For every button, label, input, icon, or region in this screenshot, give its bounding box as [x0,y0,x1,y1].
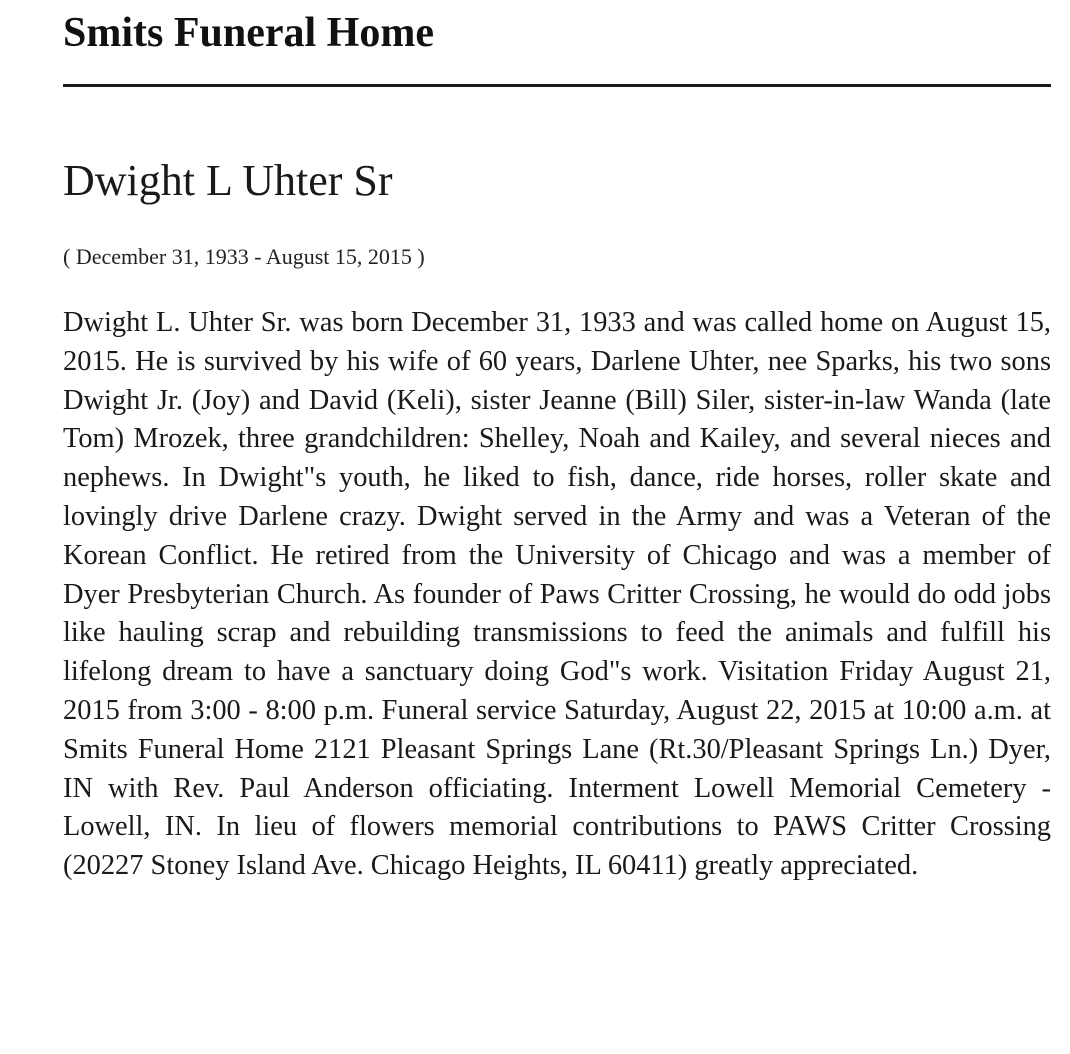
obituary-name: Dwight L Uhter Sr [63,156,393,205]
obituary-text: Dwight L. Uhter Sr. was born December 31, 1933 and was called home on August 15, 2015. He is survived by his wife of 60 years, Darlene Uhter, nee Sparks, his two sons Dwight Jr. (Joy) and David (Keli), sister Jeanne (Bill) Siler, sister-in-law Wanda (late Tom) Mrozek, three grandchildren: Shelley, Noah and Kailey, and several nieces and nephews. In Dwight"s youth, he liked to fish, dance, ride horses, roller skate and lovingly drive Darlene crazy. Dwight served in the Army and was a Veteran of the Korean Conflict. He retired from the University of Chicago and was a member of Dyer Presbyterian Church. As founder of Paws Critter Crossing, he would do odd jobs like hauling scrap and rebuilding transmissions to feed the animals and fulfill his lifelong dream to have a sanctuary doing God"s work. Visitation Friday August 21, 2015 from 3:00 - 8:00 p.m. Funeral service Saturday, August 22, 2015 at 10:00 a.m. at Smits Funeral Home 2121 Pleasant Springs Lane (Rt.30/Pleasant Springs Ln.) Dyer, IN with Rev. Paul Anderson officiating. Interment Lowell Memorial Cemetery - Lowell, IN. In lieu of flowers memorial contributions to PAWS Critter Crossing (20227 Stoney Island Ave. Chicago Heights, IL 60411) greatly appreciated. [63,307,1051,882]
header-divider [63,84,1051,87]
site-title: Smits Funeral Home [63,10,434,56]
obituary-dates: ( December 31, 1933 - August 15, 2015 ) [63,244,425,269]
